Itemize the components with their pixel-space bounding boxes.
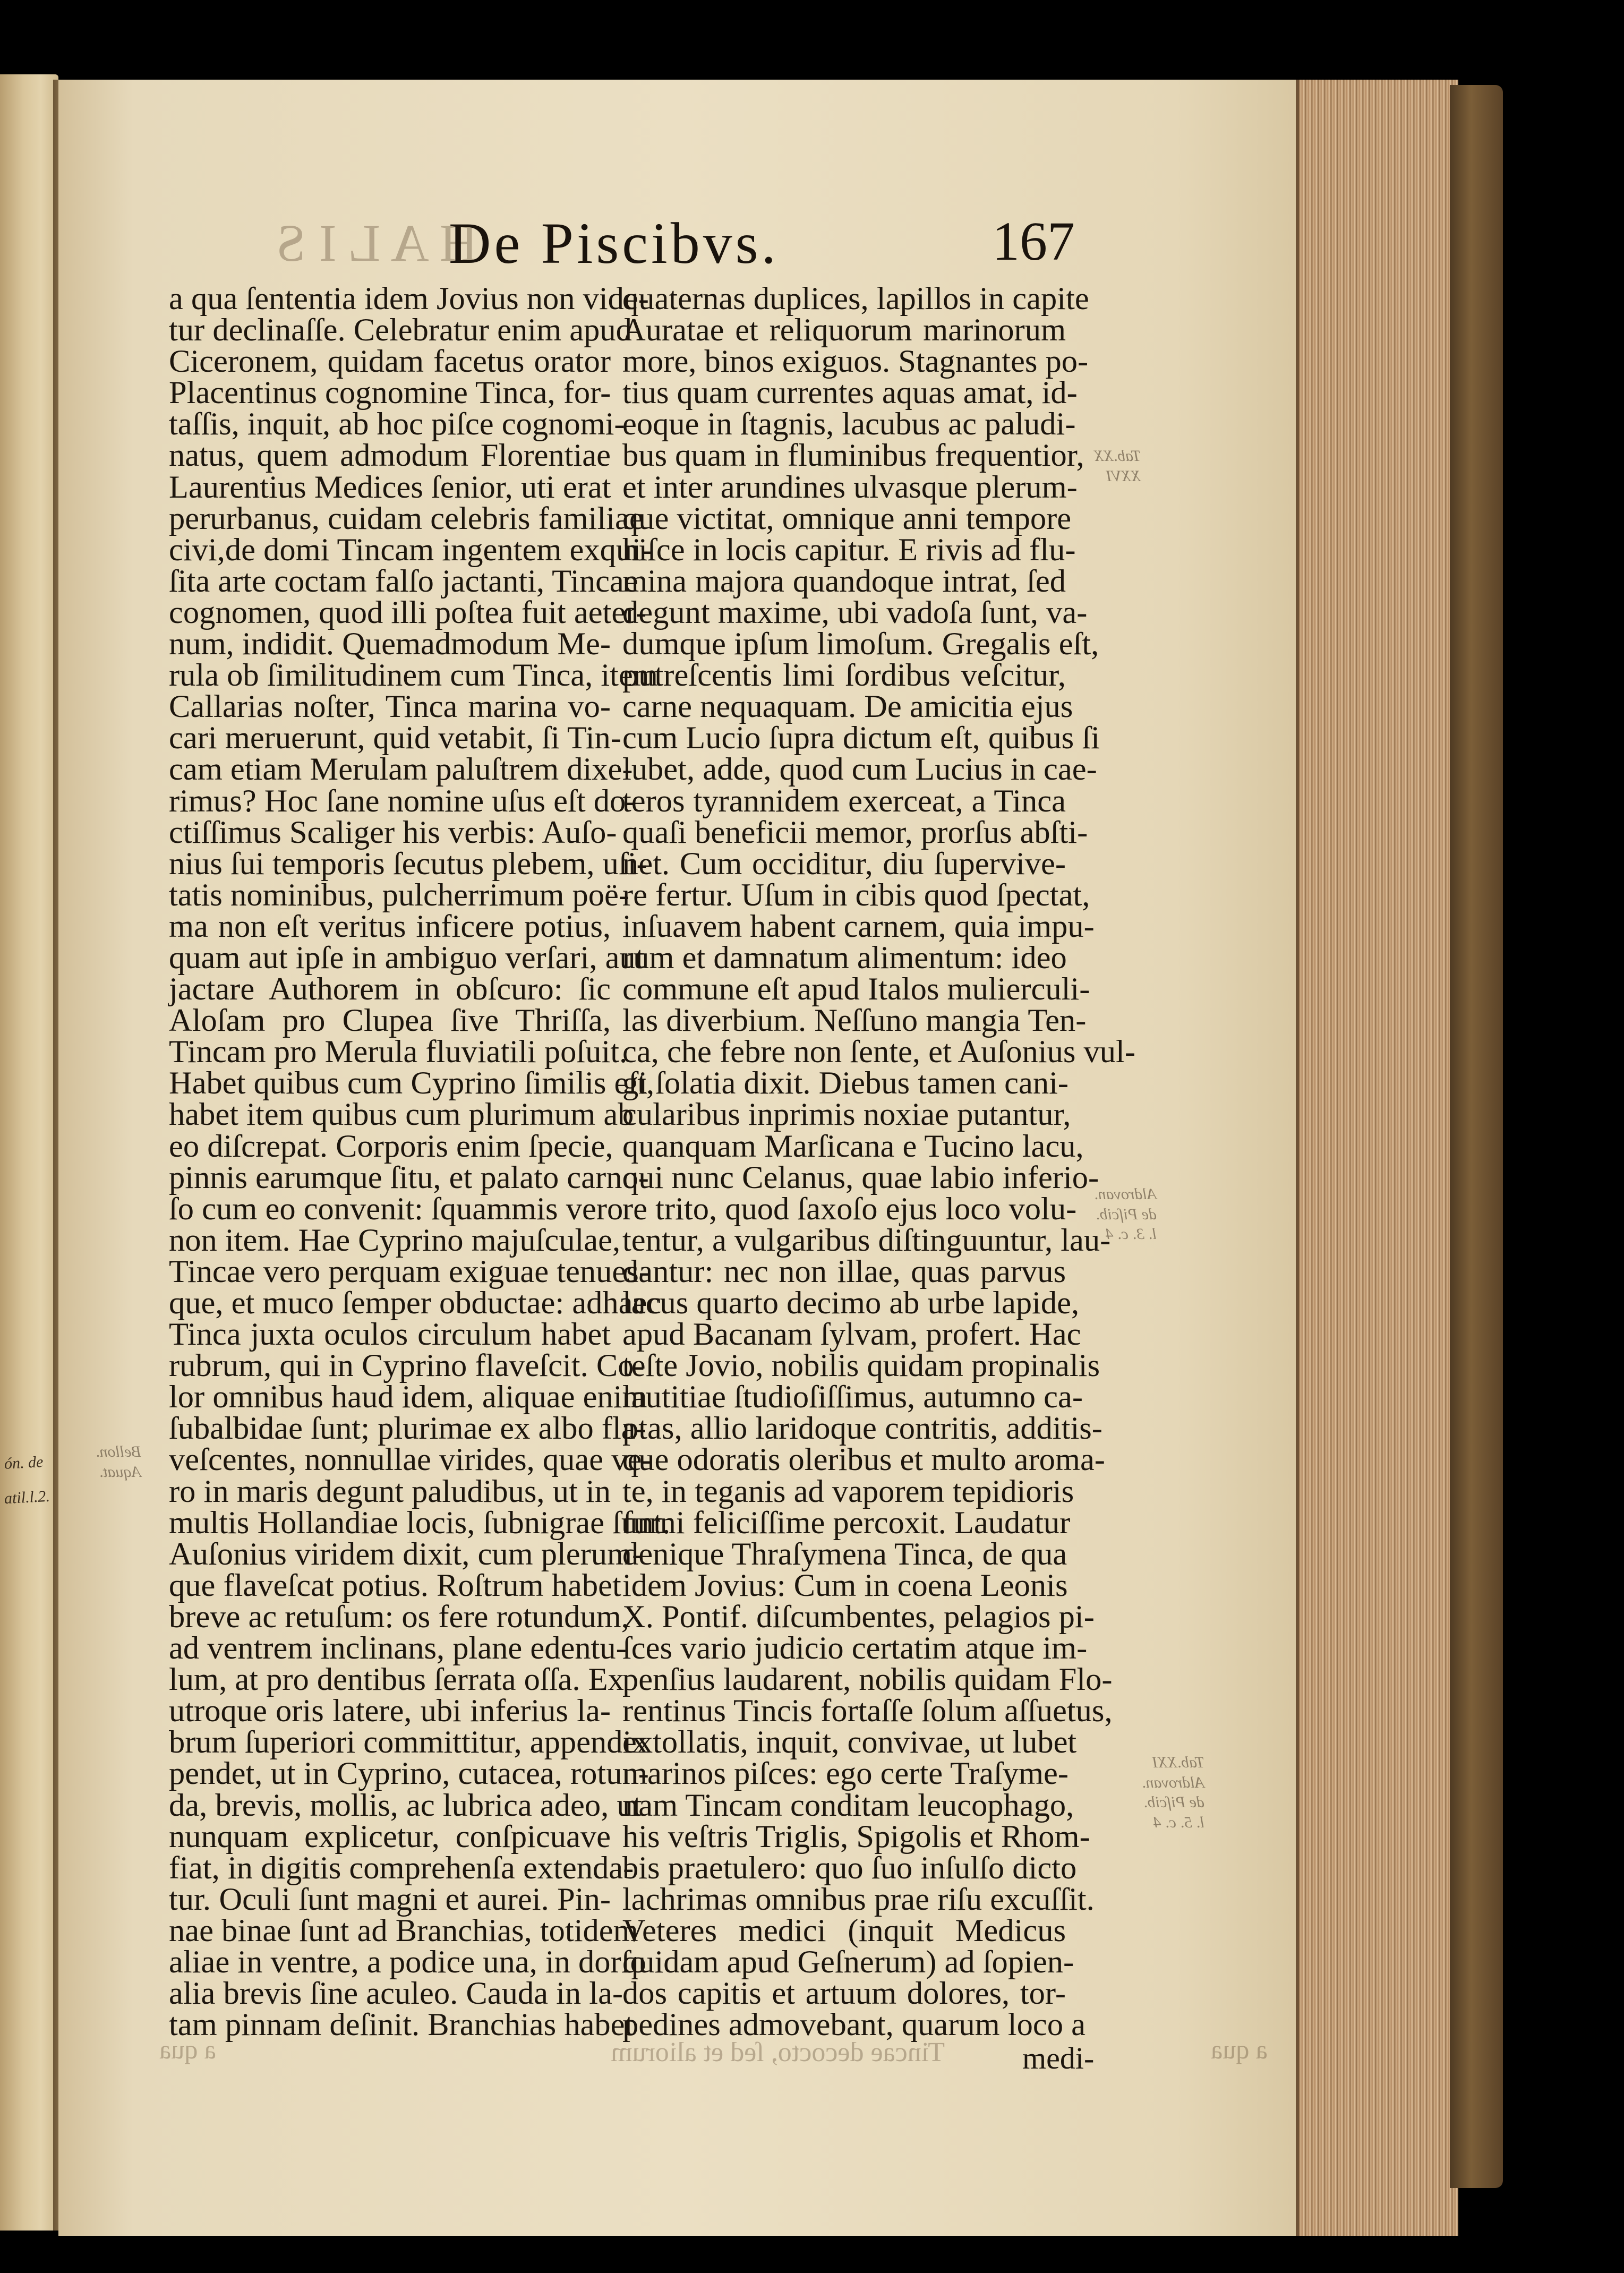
text-line: degunt maxime, ubi vadoſa ſunt, va-: [622, 594, 1088, 630]
margin-show-through: Aldrovan. de Piſcib. l. 3. c. 4: [1094, 1185, 1157, 1243]
text-line: inſuavem habent carnem, quia impu-: [622, 908, 1095, 944]
text-line: dos capitis et artuum dolores, tor-: [622, 1976, 1066, 2012]
text-line: rentinus Tincis fortaſſe ſolum aſſuetus,: [622, 1693, 1113, 1729]
text-line: que victitat, omnique anni tempore: [622, 500, 1072, 536]
text-line: quam aut ipſe in ambiguo verſari, aut: [169, 939, 645, 976]
text-line: Auratae et reliquorum marinorum: [622, 312, 1066, 348]
text-line: et inter arundines ulvasque plerum-: [622, 469, 1078, 505]
text-line: habet item quibus cum plurimum ab: [169, 1097, 634, 1133]
text-line: aliae in ventre, a podice una, in dorſo: [169, 1944, 646, 1980]
text-line: rum et damnatum alimentum: ideo: [622, 939, 1067, 976]
text-line: cum Lucio ſupra dictum eſt, quibus ſi: [622, 720, 1100, 756]
text-line: alia brevis ſine aculeo. Cauda in la-: [169, 1976, 623, 2012]
text-line: non item. Hae Cyprino majuſculae,: [169, 1222, 621, 1258]
text-line: utroque oris latere, ubi inferius la-: [169, 1693, 611, 1729]
text-line: gi ſolatia dixit. Diebus tamen cani-: [622, 1065, 1069, 1101]
text-line: que flaveſcat potius. Roſtrum habet: [169, 1567, 621, 1603]
margin-show-through: Bellon. Aquat.: [96, 1443, 141, 1481]
text-line: commune eſt apud Italos mulierculi-: [622, 971, 1090, 1007]
text-line: nunquam explicetur, conſpicuave: [169, 1818, 611, 1855]
text-line: ma non eſt veritus inficere potius,: [169, 908, 611, 944]
text-line: lubet, adde, quod cum Lucius in cae-: [622, 751, 1097, 788]
text-line: perurbanus, cuidam celebris familiae: [169, 500, 644, 536]
show-through-header: H A L I S: [276, 213, 478, 272]
text-line: Callarias noſter, Tinca marina vo-: [169, 689, 611, 725]
text-line: penſius laudarent, nobilis quidam Flo-: [622, 1662, 1113, 1698]
text-line: ca, che febre non ſente, et Auſonius vul-: [622, 1034, 1135, 1070]
text-line: bis praetulero: quo ſuo inſulſo dicto: [622, 1850, 1077, 1886]
text-line: da, brevis, mollis, ac lubrica adeo, ut: [169, 1787, 642, 1823]
text-line: quidam apud Geſnerum) ad ſopien-: [622, 1944, 1074, 1980]
text-line: marinos piſces: ego certe Traſyme-: [622, 1756, 1069, 1792]
catchword: medi-: [1022, 2041, 1095, 2075]
text-line: fiat, in digitis comprehenſa extenda-: [169, 1850, 634, 1886]
text-line: rimus? Hoc ſane nomine uſus eſt do-: [169, 783, 637, 819]
text-line: tur declinaſſe. Celebratur enim apud: [169, 312, 632, 348]
text-line: hiſce in locis capitur. E rivis ad flu-: [622, 532, 1076, 568]
text-line: teros tyrannidem exerceat, a Tinca: [622, 783, 1066, 819]
text-line: ſita arte coctam falſo jactanti, Tincae: [169, 563, 638, 599]
text-line: teſte Jovio, nobilis quidam propinalis: [622, 1348, 1100, 1384]
text-line: dumque ipſum limoſum. Gregalis eſt,: [622, 626, 1099, 662]
text-line: more, binos exiguos. Stagnantes po-: [622, 344, 1089, 380]
text-line: ctiſſimus Scaliger his verbis: Auſo-: [169, 814, 617, 850]
text-line: tius quam currentes aquas amat, id-: [622, 375, 1078, 411]
text-line: natus, quem admodum Florentiae: [169, 438, 611, 474]
text-line: veſcentes, nonnullae virides, quae ve-: [169, 1442, 653, 1478]
book-cover-edge: [1450, 85, 1503, 2188]
text-line: rubrum, qui in Cyprino flaveſcit. Co-: [169, 1348, 645, 1384]
text-line: quaternas duplices, lapillos in capite: [622, 281, 1089, 317]
text-line: lum, at pro dentibus ſerrata oſſa. Ex: [169, 1662, 624, 1698]
text-line: Laurentius Medices ſenior, uti erat: [169, 469, 611, 505]
text-line: ſubalbidae ſunt; plurimae ex albo fla-: [169, 1411, 646, 1447]
page-number: 167: [992, 211, 1075, 272]
text-line: putreſcentis limi ſordibus veſcitur,: [622, 657, 1066, 694]
text-line: que, et muco ſemper obductae: adhaec: [169, 1285, 662, 1321]
text-line: nae binae ſunt ad Branchias, totidem: [169, 1912, 638, 1949]
text-line: re trito, quod ſaxoſo ejus loco volu-: [622, 1191, 1077, 1227]
text-line: nius ſui temporis ſecutus plebem, uſi-: [169, 845, 647, 882]
text-line: nam Tincam conditam leucophago,: [622, 1787, 1074, 1823]
text-line: tam pinnam deſinit. Branchias habet: [169, 2007, 634, 2043]
text-line: eoque in ſtagnis, lacubus ac paludi-: [622, 406, 1076, 442]
text-line: taſſis, inquit, ab hoc piſce cognomi-: [169, 406, 625, 442]
text-line: carne nequaquam. De amicitia ejus: [622, 689, 1073, 725]
text-line: num, indidit. Quemadmodum Me-: [169, 626, 611, 662]
text-line: Ciceronem, quidam facetus orator: [169, 344, 611, 380]
text-line: cularibus inprimis noxiae putantur,: [622, 1097, 1071, 1133]
text-line: X. Pontif. diſcumbentes, pelagios pi-: [622, 1599, 1095, 1635]
text-line: Habet quibus cum Cyprino ſimilis eſt,: [169, 1065, 655, 1101]
text-line: tur. Oculi ſunt magni et aurei. Pin-: [169, 1881, 611, 1917]
text-line: ſo cum eo convenit: ſquammis vero: [169, 1191, 623, 1227]
text-line: las diverbium. Neſſuno mangia Ten-: [622, 1003, 1087, 1039]
left-margin-note: atil.l.2.: [4, 1487, 50, 1508]
book-fore-edge: [1296, 80, 1458, 2236]
text-line: dantur: nec non illae, quas parvus: [622, 1253, 1066, 1289]
text-line: cognomen, quod illi poſtea fuit aeter-: [169, 594, 647, 630]
text-line: breve ac retuſum: os fere rotundum,: [169, 1599, 629, 1635]
text-line: cam etiam Merulam paluſtrem dixe-: [169, 751, 633, 788]
text-line: Placentinus cognomine Tinca, for-: [169, 375, 611, 411]
text-line: civi,de domi Tincam ingentem exqui-: [169, 532, 652, 568]
text-line: ptas, allio laridoque contritis, additis-: [622, 1411, 1102, 1447]
text-line: que odoratis oleribus et multo aroma-: [622, 1442, 1105, 1478]
text-line: pendet, ut in Cyprino, cutacea, rotun-: [169, 1756, 649, 1792]
margin-show-through: Tab.XX XXVI: [1094, 447, 1141, 485]
text-line: lor omnibus haud idem, aliquae enim: [169, 1379, 647, 1415]
text-line: pinnis earumque ſitu, et palato carno-: [169, 1159, 649, 1195]
margin-show-through: Tab.XXI Aldrovan. de Piſcib. l. 5. c. 4: [1142, 1754, 1205, 1831]
text-line: tentur, a vulgaribus diſtinguuntur, lau-: [622, 1222, 1111, 1258]
running-title: De Piscibvs.: [449, 211, 779, 276]
text-line: net. Cum occiditur, diu ſupervive-: [622, 845, 1066, 882]
left-page-edge: [0, 74, 58, 2231]
left-margin-note: ón. de: [4, 1453, 44, 1473]
text-line: Veteres medici (inquit Medicus: [622, 1912, 1066, 1949]
text-line: pedines admovebant, quarum loco a: [622, 2007, 1085, 2043]
text-line: Aloſam pro Clupea ſive Thriſſa,: [169, 1003, 611, 1039]
text-line: his veſtris Triglis, Spigolis et Rhom-: [622, 1818, 1090, 1855]
text-line: brum ſuperiori committitur, appendix: [169, 1724, 648, 1761]
show-through-text: a qua: [1211, 2035, 1268, 2064]
text-column-left: [169, 281, 671, 2043]
text-line: lacus quarto decimo ab urbe lapide,: [622, 1285, 1080, 1321]
text-line: rula ob ſimilitudinem cum Tinca, item: [169, 657, 658, 694]
text-line: idem Jovius: Cum in coena Leonis: [622, 1567, 1068, 1603]
text-line: lachrimas omnibus prae riſu excuſſit.: [622, 1881, 1095, 1917]
text-line: Tincae vero perquam exiguae tenues-: [169, 1253, 649, 1289]
text-line: lautitiae ſtudioſiſſimus, autumno ca-: [622, 1379, 1083, 1415]
text-line: tatis nominibus, pulcherrimum poë-: [169, 877, 630, 913]
text-line: quaſi beneficii memor, prorſus abſti-: [622, 814, 1088, 850]
text-line: re fertur. Uſum in cibis quod ſpectat,: [622, 877, 1090, 913]
text-line: ſces vario judicio certatim atque im-: [622, 1630, 1088, 1667]
text-line: extollatis, inquit, convivae, ut lubet: [622, 1724, 1077, 1761]
text-line: ro in maris degunt paludibus, ut in: [169, 1473, 611, 1509]
text-line: te, in teganis ad vaporem tepidioris: [622, 1473, 1074, 1509]
text-line: a qua ſententia idem Jovius non vide-: [169, 281, 649, 317]
text-line: cari meruerunt, quid vetabit, ſi Tin-: [169, 720, 621, 756]
text-line: eo diſcrepat. Corporis enim ſpecie,: [169, 1128, 613, 1164]
text-line: bus quam in fluminibus frequentior,: [622, 438, 1084, 474]
text-line: mina majora quandoque intrat, ſed: [622, 563, 1066, 599]
show-through-text: a qua: [159, 2035, 216, 2064]
text-line: Tincam pro Merula fluviatili poſuit.: [169, 1034, 628, 1070]
text-line: apud Bacanam ſylvam, profert. Hac: [622, 1317, 1081, 1353]
text-line: quanquam Marſicana e Tucino lacu,: [622, 1128, 1084, 1164]
text-line: Auſonius viridem dixit, cum plerum-: [169, 1536, 643, 1572]
text-line: denique Thraſymena Tinca, de qua: [622, 1536, 1067, 1572]
text-line: qui nunc Celanus, quae labio inferio-: [622, 1159, 1099, 1195]
text-line: furni feliciſſime percoxit. Laudatur: [622, 1505, 1071, 1541]
show-through-text: Tincae decocto, ſed et aliorum: [611, 2037, 945, 2067]
text-line: multis Hollandiae locis, ſubnigrae ſunt.: [169, 1505, 671, 1541]
text-line: jactare Authorem in obſcuro: ſic: [169, 971, 611, 1007]
text-line: ad ventrem inclinans, plane edentu-: [169, 1630, 627, 1667]
text-line: Tinca juxta oculos circulum habet: [169, 1317, 611, 1353]
